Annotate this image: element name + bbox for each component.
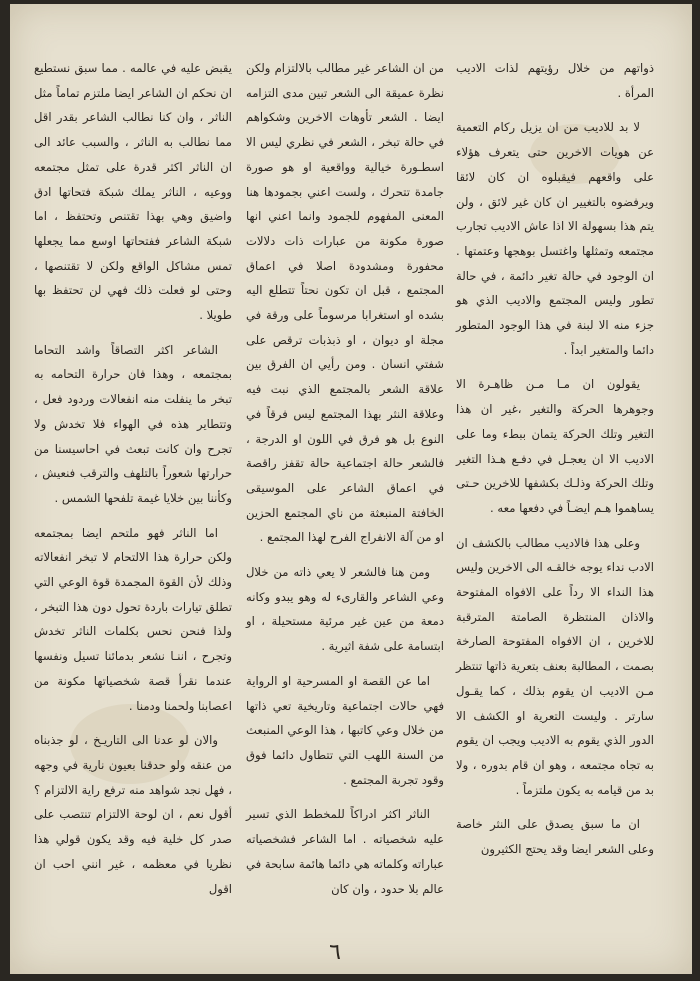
paragraph: الناثر اكثر ادراكاً للمخطط الذي تسير عليه شخصياته . اما الشاعر فشخصياته عباراته وكلماته هي دائما هائمة سابحة في عالم بلا حدود ، وان كان <box>246 807 444 896</box>
paragraph: لا بد للاديب من ان يزيل ركام التعمية عن هويات الاخرين حتى يتعرف هؤلاء على واقعهم فيقبلوه ان كان لائقا ويرفضوه بالتغيير ان كان غير لائق ، ولن يتم هذا بسهولة الا اذا عاش الاديب تجارب مجتمعه وتمثلها واغتسل بوهجها وعتمتها . ان الوجود في حالة تغير دائمة ، في حالة تطور وليس المجتمع والاديب الذي هو جزء منه الا لبنة في هذا الوجود المتطور دائما والمتغير ابداً . <box>456 120 654 357</box>
paragraph: والان لو عدنا الى التاريـخ ، لو جذبناه من عنقه ولو حدقنا بعيون نارية في وجهه ، فهل نجد شواهد منه ترفع راية الالتزام ؟ أقول نعم ، ان لوحة الالتزام تنتصب على صدر كل خلية فيه وقد يكون قولي هذا نظريا في معظمه ، غير انني احب ان اقول <box>34 733 232 896</box>
paragraph: يقبض عليه في عالمه . مما سبق نستطيع ان نحكم ان الشاعر ايضا ملتزم تماماً مثل الناثر ، وان كنا نطالب الشاعر بقدر اقل مما نطالب به الناثر ، والسبب عائد الى ان الناثر اكثر قدرة على تمثل مجتمعه ووعيه ، الناثر يملك شبكة فتحاتها ادق واضيق وهي بهذا تقتنص وتحتفظ ، اما شبكة الشاعر ففتحاتها اوسع مما يجعلها تمس مشاكل الواقع ولكن لا تقتنصها ، وحتى لو فعلت ذلك فهي لن تحتفظ بها طويلا . <box>34 61 232 323</box>
paragraph: ذواتهم من خلال رؤيتهم لذات الاديب المرأة . <box>456 61 654 100</box>
paragraph: ومن هنا فالشعر لا يعي ذاته من خلال وعي الشاعر والقارىء له وهو يبدو وكانه دمعة من عين غير مرئية مستحيلة ، او ابتسامة على شفة اثيرية . <box>246 565 444 654</box>
column-middle <box>246 56 444 901</box>
paragraph: اما الناثر فهو ملتحم ايضا بمجتمعه ولكن حرارة هذا الالتحام لا تبخر انفعالاته وذلك لأن القوة المجمدة قوة الوعي التي تطلق تيارات باردة تحول دون هذا التبخر ، ولذا فنحن نحس بكلمات الناثر تخدش وتجرح ، اننـا نشعر بدمائنا تسيل ونفسها عندما نقرأ قصة شخصياتها مكونة من اعصابنا ولحمنا ودمنا . <box>34 525 232 713</box>
paragraph: يقولون ان مـا مـن ظاهـرة الا وجوهرها الحركة والتغير ،غير ان هذا التغير وتلك الحركة يتمان ببطء وما على الاديب الا ان يعجـل في دفـع هـذا التغير وتلك الحركة وذلـك بكشفها للاخرين حـتى يساهموا هـم ايضـاً في دفعها معه . <box>456 377 654 515</box>
paragraph: وعلى هذا فالاديب مطالب بالكشف ان الادب نداء يوجه خالقـه الى الاخرين وليس هذا النداء الا رداً على الافواه المفتوحة والاذان المنتظرة الصامتة المترقبة للاخرين ، ان الافواه المفتوحة الصارخة بصمت ، المطالبة بعنف بتعرية ذاتها تنتظر مـن الاديب ان يقوم بذلك ، كما يقـول سارتر . وليست التعرية او الكشف الا الدور الذي يقوم به الاديب ويجب ان يقوم به تجاه مجتمعه ، وهو ان قام بدوره ، ولا بد من قيامه به يكون ملتزماً . <box>456 535 654 797</box>
paragraph: من ان الشاعر غير مطالب بالالتزام ولكن نظرة عميقة الى الشعر تبين مدى التزامه ايضا . الشعر تأوهات الاخرين وشكواهم في حالة تبخر ، الشعر في نظري ليس الا اسطـورة خيالية وواقعية او هو صورة جامدة تتحرك ، ولست اعني بجمودها هنا المعنى المفهوم للجمود وانما اعني انها صورة مكونة من عبارات ذات دلالات محفورة ومشدودة اصلا في اعماق المجتمع ، قبل ان تكون نحتاً تتطلع اليه بشده او استغرابا مرسوماً على ورقة في مجلة او ديوان ، او ذبذبات ترقص على شفتي انسان . ومن رأيي ان الفرق بين علاقة الشعر بالمجتمع الذي نبت فيه وعلاقة النثر بهذا المجتمع ليس فرقاً في النوع بل هو فرق في اللون او الدرجة ، فالشعر حالة اجتماعية حالة تقفز راقصة في اعماق الشاعر على الموسيقى الخافتة المنبعثة من ناي المجتمع الحزين او من آلة الانفراج الفرح لهذا المجتمع . <box>246 61 444 545</box>
paragraph: ان ما سبق يصدق على النثر خاصة وعلى الشعر ايضا وقد يحتج الكثيرون <box>456 817 654 857</box>
page-number: ٦ <box>329 940 341 965</box>
paragraph: اما عن القصة او المسرحية او الرواية فهي حالات اجتماعية وتاريخية تعي ذاتها من خلال وعي كاتبها ، هذا الوعي المنبعث من السنة اللهب التي تتطاول دائما فوق وقود تجربة المجتمع . <box>246 673 444 787</box>
paragraph: الشاعر اكثر التصاقاً واشد التحاما بمجتمعه ، وهذا فان حرارة التحامه به تبخر ما ينفلت منه انفعالات وردود فعل ، وتتطاير هذه في الهواء فلا تخدش ولا تجرح وان كانت تبعث في احاسيسنا من حرارتها شعوراً بالتلهف والترقب فنعيش ، وكأننا بين خلايا غيمة تلفحها الشمس . <box>34 342 232 505</box>
column-right <box>456 56 654 862</box>
magazine-page <box>10 4 692 974</box>
column-left <box>34 56 232 901</box>
